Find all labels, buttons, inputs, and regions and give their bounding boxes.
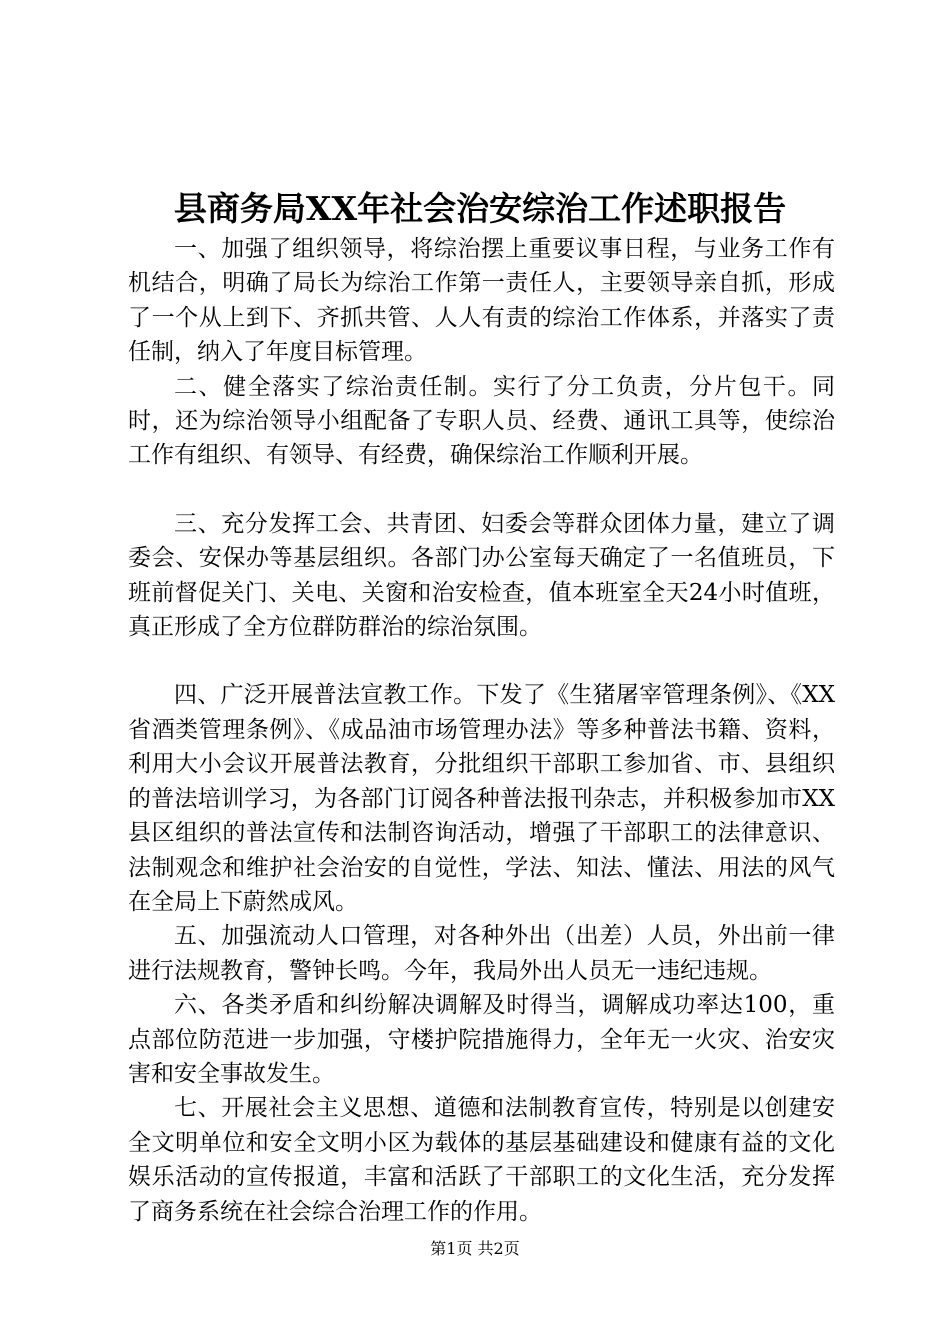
document-title: 县商务局XX年社会治安综治工作述职报告 [173, 189, 787, 228]
paragraph-6: 六、各类矛盾和纠纷解决调解及时得当，调解成功率达100，重点部位防范进一步加强，守楼护院措施得力，全年无一火灾、治安灾害和安全事故发生。 [128, 992, 835, 1087]
paragraph-spacer [128, 644, 835, 678]
page-total: 共2页 [477, 1239, 520, 1258]
paragraph-1: 一、加强了组织领导，将综治摆上重要议事日程，与业务工作有机结合，明确了局长为综治工作第一责任人，主要领导亲自抓，形成了一个从上到下、齐抓共管、人人有责的综治工作体系，并落实了责任制，纳入了年度目标管理。 [128, 236, 835, 366]
paragraph-5: 五、加强流动人口管理，对各种外出（出差）人员，外出前一律进行法规教育，警钟长鸣。今年，我局外出人员无一违纪违规。 [128, 923, 835, 984]
paragraph-3: 三、充分发挥工会、共青团、妇委会等群众团体力量，建立了调委会、安保办等基层组织。各部门办公室每天确定了一名值班员，下班前督促关门、关电、关窗和治安检查，值本班室全天24小时值班，真正形成了全方位群防群治的综治氛围。 [128, 510, 835, 641]
paragraph-4: 四、广泛开展普法宣教工作。下发了《生猪屠宰管理条例》、《XX省酒类管理条例》、《成品油市场管理办法》等多种普法书籍、资料，利用大小会议开展普法教育，分批组织干部职工参加省、市、县组织的普法培训学习，为各部门订阅各种普法报刊杂志，并积极参加市XX县区组织的普法宣传和法制咨询活动，增强了干部职工的法律意识、法制观念和维护社会治安的自觉性，学法、知法、懂法、用法的风气在全局上下蔚然成风。 [128, 682, 835, 915]
paragraph-7: 七、开展社会主义思想、道德和法制教育宣传，特别是以创建安全文明单位和安全文明小区为载体的基层基础建设和健康有益的文化娱乐活动的宣传报道，丰富和活跃了干部职工的文化生活，充分发挥了商务系统在社会综合治理工作的作用。 [128, 1095, 835, 1225]
paragraph-2: 二、健全落实了综治责任制。实行了分工负责，分片包干。同时，还为综治领导小组配备了专职人员、经费、通讯工具等，使综治工作有组织、有领导、有经费，确保综治工作顺利开展。 [128, 373, 835, 469]
document-body [128, 232, 835, 1229]
page-footer [0, 1238, 950, 1260]
paragraph-spacer [128, 473, 835, 507]
page-number: 第1页 [430, 1239, 473, 1258]
